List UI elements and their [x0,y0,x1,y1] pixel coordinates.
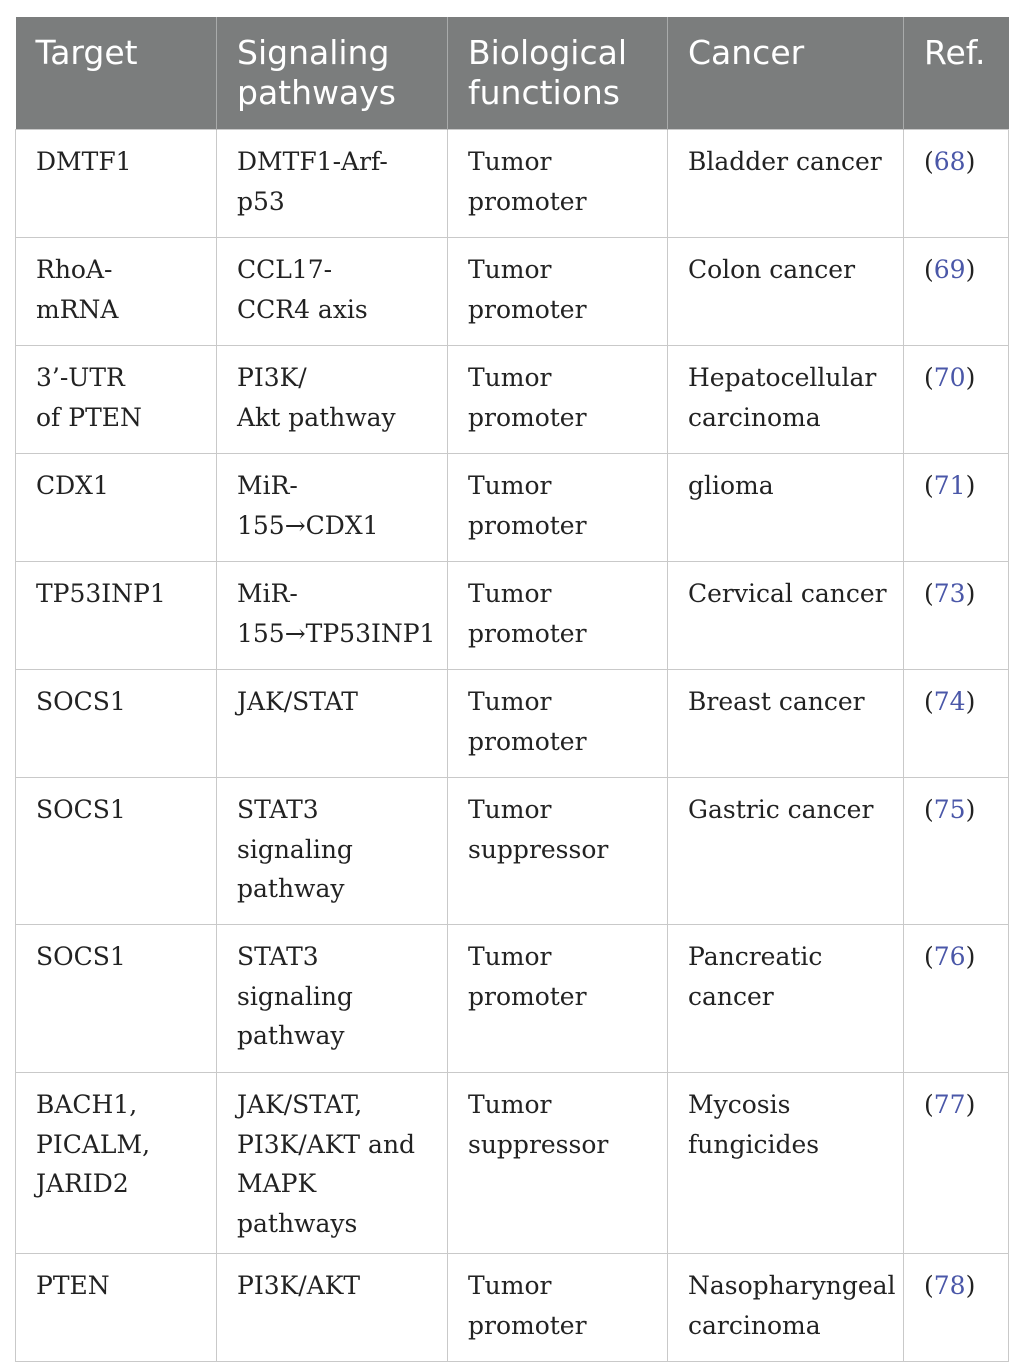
pathway-cell [217,346,448,454]
table-row [16,454,1009,562]
pathway-cell-line: 155→TP53INP1 [237,618,436,648]
header-target [16,17,217,130]
function-cell-line: suppressor [468,834,609,864]
cancer-cell-line: Hepatocellular [688,363,877,392]
function-cell [448,454,668,562]
ref-link[interactable]: 71 [933,471,966,500]
header-ref-label: Ref. [924,33,986,72]
target-cell-line: CDX1 [36,471,109,500]
cancer-cell-line: Cervical cancer [688,579,887,608]
function-cell-line: promoter [468,402,587,432]
target-cell [16,1254,217,1362]
function-cell [448,130,668,238]
function-cell [448,562,668,670]
header-biological-line2: functions [468,73,620,112]
pathway-cell-line: JAK/STAT, [237,1090,363,1119]
function-cell [448,1073,668,1254]
cancer-cell [668,130,904,238]
header-cancer [668,17,904,130]
pathway-cell-line: signaling [237,834,353,864]
ref-cell: (77) [904,1073,1009,1254]
table-row [16,346,1009,454]
pathway-cell-line: MiR- [237,471,298,500]
ref-link[interactable]: 69 [933,255,966,284]
target-cell-line: 3’-UTR [36,363,125,392]
pathway-cell-line: STAT3 [237,942,319,971]
data-table-container [15,17,1008,1362]
function-cell-line: promoter [468,726,587,756]
ref-link[interactable]: 68 [933,147,966,176]
pathway-cell-line: CCL17- [237,255,333,284]
target-cell [16,925,217,1073]
function-cell-line: Tumor [468,579,552,608]
function-cell-line: Tumor [468,147,552,176]
cancer-cell-line: carcinoma [688,402,821,432]
target-cell-line: RhoA- [36,255,113,284]
pathway-cell-line: MiR- [237,579,298,608]
target-cell-line: PTEN [36,1271,110,1300]
function-cell [448,778,668,925]
ref-link[interactable]: 76 [933,942,966,971]
ref-cell: (78) [904,1254,1009,1362]
ref-cell: (69) [904,238,1009,346]
pathway-cell [217,670,448,778]
pathway-cell-line: signaling [237,981,353,1011]
pathway-cell [217,562,448,670]
ref-cell: (73) [904,562,1009,670]
cancer-cell-line: Colon cancer [688,255,856,284]
target-cell-line: PICALM, [36,1129,151,1159]
table-row [16,1254,1009,1362]
function-cell-line: Tumor [468,1090,552,1119]
cancer-cell-line: Bladder cancer [688,147,882,176]
header-row [16,17,1009,130]
pathway-cell [217,778,448,925]
pathway-cell-line: CCR4 axis [237,294,368,324]
table-row [16,778,1009,925]
target-cell-line: SOCS1 [36,942,126,971]
function-cell-line: Tumor [468,363,552,392]
ref-cell: (74) [904,670,1009,778]
table-row [16,130,1009,238]
target-cell-line: DMTF1 [36,147,132,176]
pathway-cell [217,130,448,238]
target-cell [16,346,217,454]
pathway-cell-line: pathway [237,1021,345,1050]
pathway-cell-line: pathway [237,874,345,903]
function-cell [448,670,668,778]
pathway-cell [217,454,448,562]
ref-cell: (76) [904,925,1009,1073]
table-body [16,130,1009,1362]
pathway-cell [217,238,448,346]
function-cell-line: Tumor [468,1271,552,1300]
function-cell [448,346,668,454]
pathway-cell [217,925,448,1073]
cancer-cell [668,925,904,1073]
target-cell [16,778,217,925]
target-cell [16,562,217,670]
function-cell-line: promoter [468,618,587,648]
ref-cell: (68) [904,130,1009,238]
ref-link[interactable]: 74 [933,687,966,716]
header-signaling-pathways [217,17,448,130]
header-cancer-label: Cancer [688,33,805,72]
ref-link[interactable]: 70 [933,363,966,392]
cancer-cell-line: Breast cancer [688,687,865,716]
function-cell-line: promoter [468,1310,587,1340]
target-cell-line: mRNA [36,294,119,324]
table-row [16,670,1009,778]
function-cell [448,238,668,346]
function-cell [448,1254,668,1362]
target-cell-line: BACH1, [36,1090,138,1119]
function-cell [448,925,668,1073]
target-cell-line: TP53INP1 [36,579,166,608]
pathway-cell [217,1254,448,1362]
header-biological-functions [448,17,668,130]
cancer-cell-line: carcinoma [688,1310,821,1340]
ref-link[interactable]: 78 [933,1271,966,1300]
cancer-cell [668,1073,904,1254]
cancer-cell [668,670,904,778]
cancer-cell-line: cancer [688,981,774,1011]
cancer-cell [668,346,904,454]
cancer-cell [668,238,904,346]
pathway-cell-line: MAPK pathways [237,1169,358,1238]
table-header [16,17,1009,130]
target-cell-line: SOCS1 [36,687,126,716]
function-cell-line: promoter [468,981,587,1011]
table-row [16,1073,1009,1254]
function-cell-line: promoter [468,510,587,540]
function-cell-line: promoter [468,294,587,324]
target-cell-line: SOCS1 [36,795,126,824]
target-cell [16,130,217,238]
pathway-cell-line: JAK/STAT [237,687,358,716]
cancer-cell [668,454,904,562]
target-cell-line: of PTEN [36,402,142,432]
header-signaling-line2: pathways [237,73,396,112]
cancer-cell-line: Nasopharyngeal [688,1271,896,1300]
pathway-cell-line: PI3K/ [237,363,307,392]
ref-link[interactable]: 73 [933,579,966,608]
function-cell-line: Tumor [468,795,552,824]
ref-cell: (70) [904,346,1009,454]
function-cell-line: Tumor [468,471,552,500]
ref-link[interactable]: 77 [933,1090,966,1119]
ref-link[interactable]: 75 [933,795,966,824]
targets-table [15,17,1009,1362]
cancer-cell-line: Pancreatic [688,942,823,971]
function-cell-line: Tumor [468,687,552,716]
cancer-cell-line: fungicides [688,1129,820,1159]
cancer-cell-line: Gastric cancer [688,795,874,824]
cancer-cell [668,562,904,670]
pathway-cell [217,1073,448,1254]
cancer-cell-line: Mycosis [688,1090,791,1119]
target-cell [16,454,217,562]
ref-cell: (75) [904,778,1009,925]
table-row [16,238,1009,346]
target-cell [16,670,217,778]
header-signaling-line1: Signaling [237,33,390,72]
header-biological-line1: Biological [468,33,628,72]
target-cell [16,1073,217,1254]
target-cell [16,238,217,346]
table-row [16,925,1009,1073]
ref-cell: (71) [904,454,1009,562]
target-cell-line: JARID2 [36,1169,129,1198]
table-row [16,562,1009,670]
pathway-cell-line: PI3K/AKT [237,1271,361,1300]
cancer-cell [668,778,904,925]
pathway-cell-line: Akt pathway [237,402,396,432]
function-cell-line: promoter [468,186,587,216]
header-target-label: Target [35,33,138,72]
cancer-cell [668,1254,904,1362]
header-ref [904,17,1009,130]
pathway-cell-line: PI3K/AKT and [237,1129,416,1159]
cancer-cell-line: glioma [688,471,774,500]
function-cell-line: Tumor [468,255,552,284]
function-cell-line: suppressor [468,1129,609,1159]
function-cell-line: Tumor [468,942,552,971]
pathway-cell-line: STAT3 [237,795,319,824]
pathway-cell-line: DMTF1-Arf-p53 [237,147,388,216]
pathway-cell-line: 155→CDX1 [237,510,379,540]
